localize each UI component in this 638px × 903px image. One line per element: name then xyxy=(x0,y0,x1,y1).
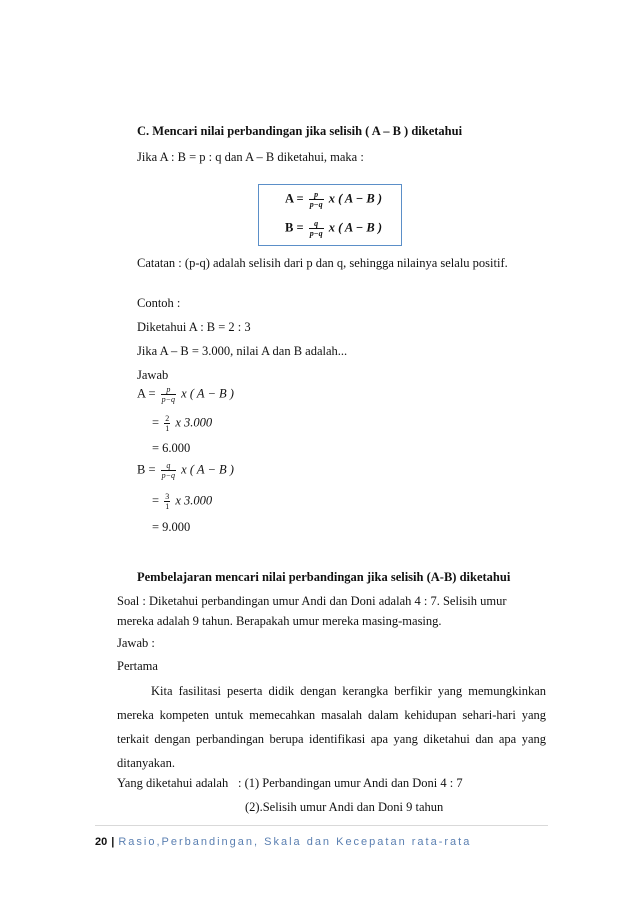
example-b-formula: B = $\frac{q}{p-q}$ x ( A − B ) xyxy=(137,461,234,480)
example-question: Jika A – B = 3.000, nilai A dan B adalah... xyxy=(137,344,348,358)
formula-a: A = $\frac{p}{p-q}$ x ( A − B ) xyxy=(285,190,382,209)
page-footer xyxy=(95,836,471,848)
example-answer-label: Jawab xyxy=(137,368,169,382)
footer-title: Rasio,Perbandingan, Skala dan Kecepatan rata-rata xyxy=(118,836,472,848)
lesson-paragraph-line-3: terkait dengan perbandingan berupa identifikasi apa yang diketahui dan apa yang xyxy=(117,732,546,746)
lesson-jawab: Jawab : xyxy=(117,636,155,650)
example-b-step: = $\frac{3}{1}$ x 3.000 xyxy=(152,492,213,511)
lesson-soal-line-1: Soal : Diketahui perbandingan umur Andi dan Doni adalah 4 : 7. Selisih umur xyxy=(117,594,507,608)
footer-divider xyxy=(95,825,548,826)
example-a-step: = $\frac{2}{1}$ x 3.000 xyxy=(152,414,213,433)
example-given: Diketahui A : B = 2 : 3 xyxy=(137,320,251,334)
section-intro: Jika A : B = p : q dan A – B diketahui, maka : xyxy=(137,150,364,164)
example-label: Contoh : xyxy=(137,296,181,310)
lesson-paragraph-line-4: ditanyakan. xyxy=(117,756,175,770)
lesson-heading: Pembelajaran mencari nilai perbandingan jika selisih (A-B) diketahui xyxy=(137,570,511,584)
lesson-paragraph-line-1: Kita fasilitasi peserta didik dengan kerangka berfikir yang memungkinkan xyxy=(151,684,546,698)
lesson-soal-line-2: mereka adalah 9 tahun. Berapakah umur mereka masing-masing. xyxy=(117,614,442,628)
footer-separator: | xyxy=(111,836,115,848)
lesson-paragraph-line-2: mereka kompeten untuk memecahkan masalah dalam kehidupan sehari-hari yang xyxy=(117,708,546,722)
example-b-result: = 9.000 xyxy=(152,520,191,534)
known-item-1: : (1) Perbandingan umur Andi dan Doni 4 : 7 xyxy=(238,776,463,790)
example-a-result: = 6.000 xyxy=(152,441,191,455)
known-item-2: (2).Selisih umur Andi dan Doni 9 tahun xyxy=(245,800,444,814)
known-label: Yang diketahui adalah xyxy=(117,776,229,790)
section-heading: C. Mencari nilai perbandingan jika selisih ( A – B ) diketahui xyxy=(137,124,463,138)
note-text: Catatan : (p-q) adalah selisih dari p dan q, sehingga nilainya selalu positif. xyxy=(137,256,508,270)
lesson-pertama: Pertama xyxy=(117,659,158,673)
formula-b: B = $\frac{q}{p-q}$ x ( A − B ) xyxy=(285,219,382,238)
example-a-formula: A = $\frac{p}{p-q}$ x ( A − B ) xyxy=(137,385,234,404)
page-number: 20 xyxy=(95,836,108,848)
